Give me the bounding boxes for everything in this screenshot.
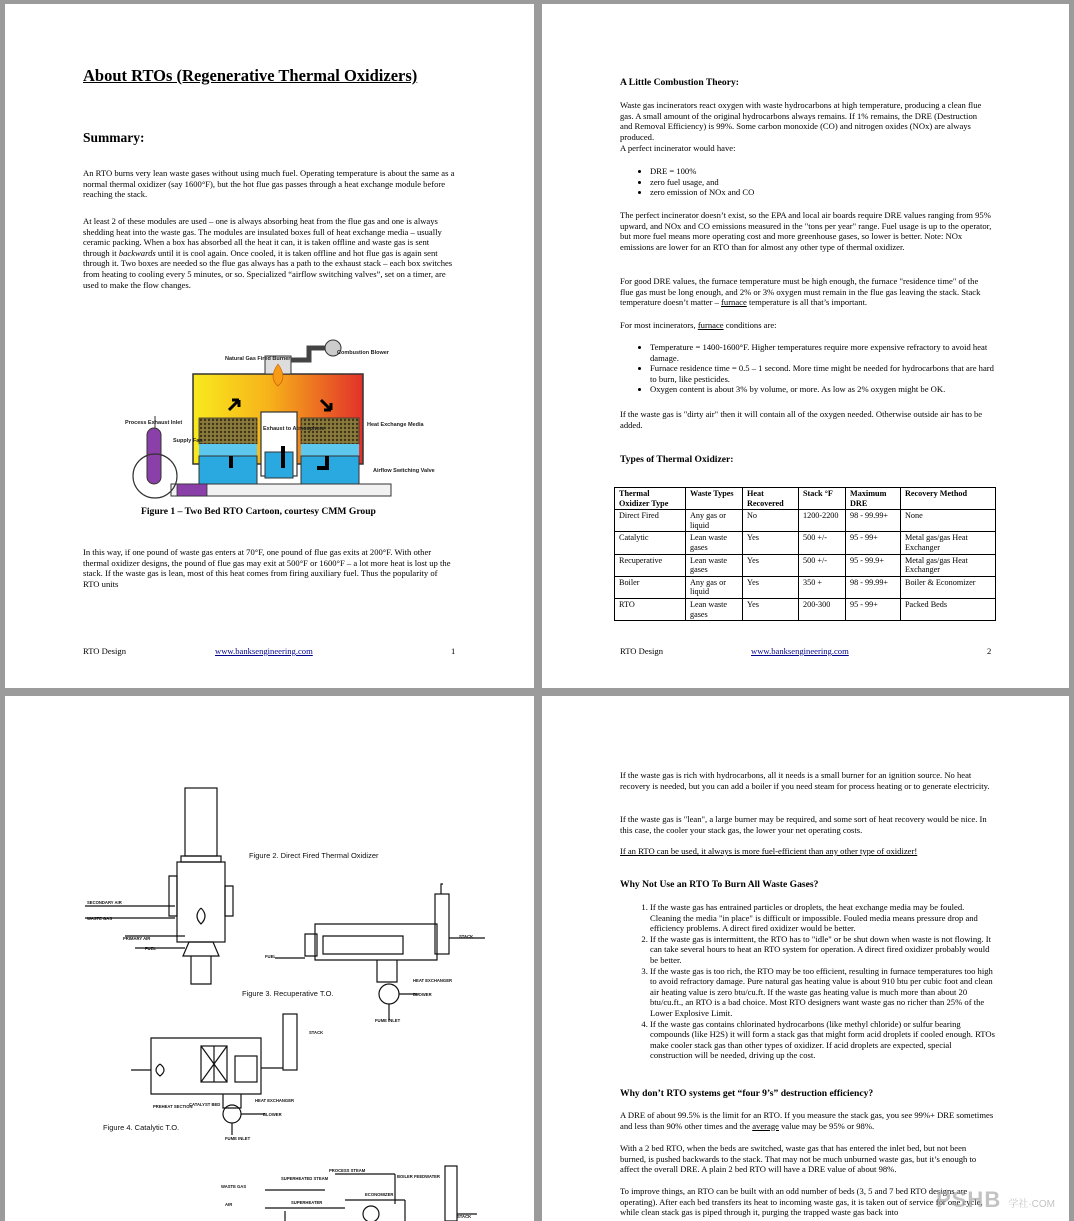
table-cell: None [901,510,996,532]
label-media: Heat Exchange Media [367,422,424,428]
figure-4-caption: Figure 4. Catalytic T.O. [103,1123,180,1132]
page-3 [5,696,534,1221]
table-row [615,532,996,554]
page-1 [5,4,534,688]
page-2 [542,4,1069,688]
combustion-paragraph-1: Waste gas incinerators react oxygen with waste hydrocarbons at high temperature, producing a clean flue gas. A small amount of the original hydrocarbons always remains. If 1% remains, the DRE (Destruction and Removal Efficiency) is 99%. Some carbon monoxide (CO) and nitrogen oxides (NOx) are always produced. [620,100,982,142]
list-item: 4. If the waste gas contains chlorinated hydrocarbons (like methyl chloride) or sulfur bearing compounds (like H2S) it will form a stack gas that might form acid droplets if cooled enough. RTOs make cooler stack gas than other types of oxidizer. If acid droplets are expected, special construction will be needed, driving up the cost. [650,1019,996,1061]
footer-page-number: 1 [451,646,456,656]
combustion-paragraph-3 [620,276,992,308]
table-header-cell: Waste Types [686,488,743,510]
paragraph-3: In this way, if one pound of waste gas enters at 70°F, one pound of flue gas exits at 200°F. With other thermal oxidizer designs, the pound of flue gas may exit at 500°F or 1600°F – a lot more heat is lost up the stack. If the waste gas is lean, most of this heat comes from firing auxiliary fuel. Thus the popularity of RTO units [83,547,451,589]
table-header-row [615,488,996,510]
figure-3-caption: Figure 3. Recuperative T.O. [242,989,334,998]
list-item: • zero fuel usage, and [650,177,990,188]
label-blower: Combustion Blower [337,350,389,356]
combustion-paragraph-4 [620,320,992,331]
table-cell: Boiler & Economizer [901,576,996,598]
label-fume-inlet: FUME INLET [375,1018,401,1023]
figure-1-rto-diagram [115,338,435,503]
table-cell: Yes [743,554,799,576]
figure-2-caption: Figure 2. Direct Fired Thermal Oxidizer [249,851,379,860]
label-boiler-feedwater: BOILER FEEDWATER [397,1174,440,1179]
label-primary-air: PRIMARY AIR [123,936,151,941]
table-cell: 500 +/- [799,532,846,554]
list-item: 3. If the waste gas is too rich, the RTO may be too efficient, resulting in furnace temperatures too high to avoid refractory damage. Pure natural gas heating value is about 910 btu per cubic foot and clean air heating value is zero btu/cu.ft. If the waste gas heating value is much more than about 20 btu/cu.ft., an RTO is a bad choice. Most RTO designers want waste gas no richer than 25% of the Lower Explosive Limit. [650,966,996,1019]
table-row [615,576,996,598]
para3-text-a: For good DRE values, the furnace temperature must be high enough, the furnace "residence time" of the flue gas must be long enough, and 2% or 3% oxygen must remain in the flue gas leaving the stack. Stack temperature doesn’t matter – [620,276,981,308]
combustion-paragraph-2: The perfect incinerator doesn’t exist, so the EPA and local air boards require DRE values ranging from 95% upward, and NOx and CO emissions measured in the "tons per year" range. Fuel usage is up to the operator, but more fuel means more operating cost and more greenhouse gases, so lower is better. Note: NOx emissions are lower for an RTO than for almost any other type of thermal oxidizer. [620,210,992,252]
list-item: 2. If the waste gas is intermittent, the RTO has to "idle" or be shut down when waste is not flowing. It can take several hours to heat an RTO system for operation. A direct fired oxidizer probably would be better. [650,934,996,966]
label-stack-3: STACK [457,1214,472,1219]
para4-text-b: conditions are: [723,320,777,330]
label-air: AIR [225,1202,233,1207]
figure-1-caption: Figure 1 – Two Bed RTO Cartoon, courtesy CMM Group [141,506,376,517]
label-valve: Airflow Switching Valve [373,468,435,474]
label-waste-gas: WASTE GAS [87,916,113,921]
combustion-theory-heading: A Little Combustion Theory: [620,77,739,88]
label-fuel-2: FUEL [265,954,276,959]
label-fume-inlet-2: FUME INLET [225,1136,251,1141]
label-superheated-steam: SUPERHEATED STEAM [281,1176,329,1181]
label-heat-exchanger: HEAT EXCHANGER [413,978,453,983]
summary-paragraph-2 [83,216,455,290]
summary-paragraph-1: An RTO burns very lean waste gases without using much fuel. Operating temperature is about the same as a normal thermal oxidizer (say 1600°F), but the hot flue gas passes through a heat exchange module before reaching the stack. [83,168,455,200]
table-cell: Yes [743,532,799,554]
table-header-cell: Stack °F [799,488,846,510]
combustion-paragraph-1b: A perfect incinerator would have: [620,143,736,153]
table-cell: Any gas or liquid [686,576,743,598]
list-item: • zero emission of NOx and CO [650,187,990,198]
table-cell: 98 - 99.99+ [846,510,901,532]
table-cell: Packed Beds [901,598,996,620]
table-cell: No [743,510,799,532]
perfect-incinerator-list [620,166,990,198]
table-cell: Direct Fired [615,510,686,532]
table-header-cell: Thermal Oxidizer Type [615,488,686,510]
label-process-steam: PROCESS STEAM [329,1168,366,1173]
footer-page-number: 2 [987,646,992,656]
watermark-subtext: 学社·COM [1008,1199,1055,1210]
table-cell: 95 - 99.9+ [846,554,901,576]
footer-left: RTO Design [83,646,127,656]
list-item: • Temperature = 1400-1600°F. Higher temperatures require more expensive refractory to avoid heat damage. [650,342,995,363]
table-cell: Any gas or liquid [686,510,743,532]
oxidizer-types-table [614,487,996,621]
para4-text-b: value may be 95% or 98%. [778,1120,875,1131]
label-fuel: FUEL [145,946,156,951]
table-cell: Recuperative [615,554,686,576]
oxidizer-drawings [5,696,534,1221]
table-cell: Lean waste gases [686,554,743,576]
odd-beds-paragraph: To improve things, an RTO can be built with an odd number of beds (3, 5 and 7 bed RTO designs are operating). After each bed transfers its heat to incoming waste gas, it is taken out of service for one cycle, while clean stack gas is piped through it, purging the trapped waste gas back into [620,1186,983,1218]
footer-link[interactable]: www.banksengineering.com [751,646,849,656]
footer-link[interactable]: www.banksengineering.com [215,646,313,656]
label-blower: BLOWER [413,992,432,997]
watermark-text: PSHB [936,1187,1002,1212]
lean-gas-paragraph: If the waste gas is "lean", a large burner may be required, and some sort of heat recovery would be nice. In this case, the cooler your stack gas, the lower your net operating costs. [620,814,987,835]
document-title: About RTOs (Regenerative Thermal Oxidizers) [83,66,418,85]
para4-underline: furnace [697,320,724,330]
table-cell: Yes [743,576,799,598]
table-body [615,510,996,621]
table-cell: 500 +/- [799,554,846,576]
page-4 [542,696,1069,1221]
table-cell: RTO [615,598,686,620]
para3-underline: furnace [721,297,747,308]
label-inlet: Process Exhaust Inlet [125,420,183,426]
label-stack-2: STACK [309,1030,324,1035]
para4-text-a: For most incinerators, [620,320,698,330]
label-secondary-air: SECONDARY AIR [87,900,122,905]
table-cell: Yes [743,598,799,620]
table-cell: 200-300 [799,598,846,620]
table-cell: Metal gas/gas Heat Exchanger [901,554,996,576]
para2-italic: backwards [118,247,156,258]
table-cell: Catalytic [615,532,686,554]
label-waste-gas-2: WASTE GAS [221,1184,247,1189]
label-blower-2: BLOWER [263,1112,282,1117]
para3-text-b: temperature is all that’s important. [746,297,868,308]
label-fan: Supply Fan [173,438,203,444]
para4-underline: average [752,1120,779,1131]
list-item: • Furnace residence time = 0.5 – 1 second. More time might be needed for hydrocarbons that are hard to burn, like pesticides. [650,363,995,384]
list-item: • DRE = 100% [650,166,990,177]
label-economizer: ECONOMIZER [365,1192,394,1197]
rto-efficiency-statement: If an RTO can be used, it always is more fuel-efficient than any other type of oxidizer! [620,846,918,856]
para4-text-a: A DRE of about 99.5% is the limit for an RTO. If you measure the stack gas, you see 99%+ DRE sometimes and less than 90% other times and the [620,1110,994,1131]
two-bed-paragraph: With a 2 bed RTO, when the beds are switched, waste gas that has entered the inlet bed, but not been burned, is pushed backwards to the stack. That may not be much unburned waste gas, but it’s enough to affect the overall DRE. A plain 2 bed RTO will have a DRE value of about 98%. [620,1143,977,1175]
table-cell: 1200-2200 [799,510,846,532]
combustion-paragraph-5: If the waste gas is "dirty air" then it will contain all of the oxygen needed. Otherwise outside air has to be added. [620,409,983,430]
label-catalyst-bed: CATALYST BED [189,1102,221,1107]
table-cell: 95 - 99+ [846,532,901,554]
table-header-cell: Recovery Method [901,488,996,510]
table-cell: 350 + [799,576,846,598]
list-item: 1. If the waste gas has entrained particles or droplets, the heat exchange media may be fouled. Cleaning the media "in place" is difficult or impossible. Fouled media means pressure drop and efficiency problems. A direct fired oxidizer would be better. [650,902,996,934]
label-stack: STACK [459,934,474,939]
table-row [615,510,996,532]
why-not-heading: Why Not Use an RTO To Burn All Waste Gases? [620,879,819,890]
para2-text-b: until it is cool again. Once cooled, it is taken offline and hot flue gas is again sent through it. Two boxes are needed so the flue gas always has a path to the exhaust stack – each box switches from heating to cooling every 5 minutes, or so. Specialized “airflow switching valves”, set on a timer, are used to make the flow changes. [83,247,453,290]
list-item: • Oxygen content is about 3% by volume, or more. As low as 2% oxygen might be OK. [650,384,995,395]
table-row [615,598,996,620]
rich-gas-paragraph: If the waste gas is rich with hydrocarbons, all it needs is a small burner for an ignition source. No heat recovery is needed, but you can add a boiler if you need steam for process heating or to generate electricity. [620,770,990,791]
summary-heading: Summary: [83,130,145,145]
dre-paragraph [620,1110,994,1131]
why-not-list [620,902,996,1061]
table-cell: 95 - 99+ [846,598,901,620]
table-cell: Metal gas/gas Heat Exchanger [901,532,996,554]
furnace-conditions-list [620,342,995,395]
four-nines-heading: Why don’t RTO systems get “four 9’s” destruction efficiency? [620,1088,874,1099]
table-header-cell: Maximum DRE [846,488,901,510]
table-row [615,554,996,576]
table-cell: Boiler [615,576,686,598]
label-preheat: PREHEAT SECTION [153,1104,193,1109]
footer-left: RTO Design [620,646,664,656]
table-cell: Lean waste gases [686,532,743,554]
heat-exchange-media-left [199,418,257,444]
para2-text-a: At least 2 of these modules are used – one is always absorbing heat from the flue gas and one is always shedding heat into the waste gas. The modules are insulated boxes full of heat exchange media – usually ceramic packing. When a box has absorbed all the heat it can, it is taken offline and waste gas is sent through it [83,216,442,258]
label-heat-exchanger-2: HEAT EXCHANGER [255,1098,295,1103]
table-cell: Lean waste gases [686,598,743,620]
label-burner: Natural Gas Fired Burner [225,356,291,362]
table-cell: 98 - 99.99+ [846,576,901,598]
label-exhaust: Exhaust to Atmosphere [263,426,325,432]
label-superheater: SUPERHEATER [291,1200,323,1205]
types-heading: Types of Thermal Oxidizer: [620,454,734,465]
table-header-cell: Heat Recovered [743,488,799,510]
watermark [936,1187,1055,1213]
